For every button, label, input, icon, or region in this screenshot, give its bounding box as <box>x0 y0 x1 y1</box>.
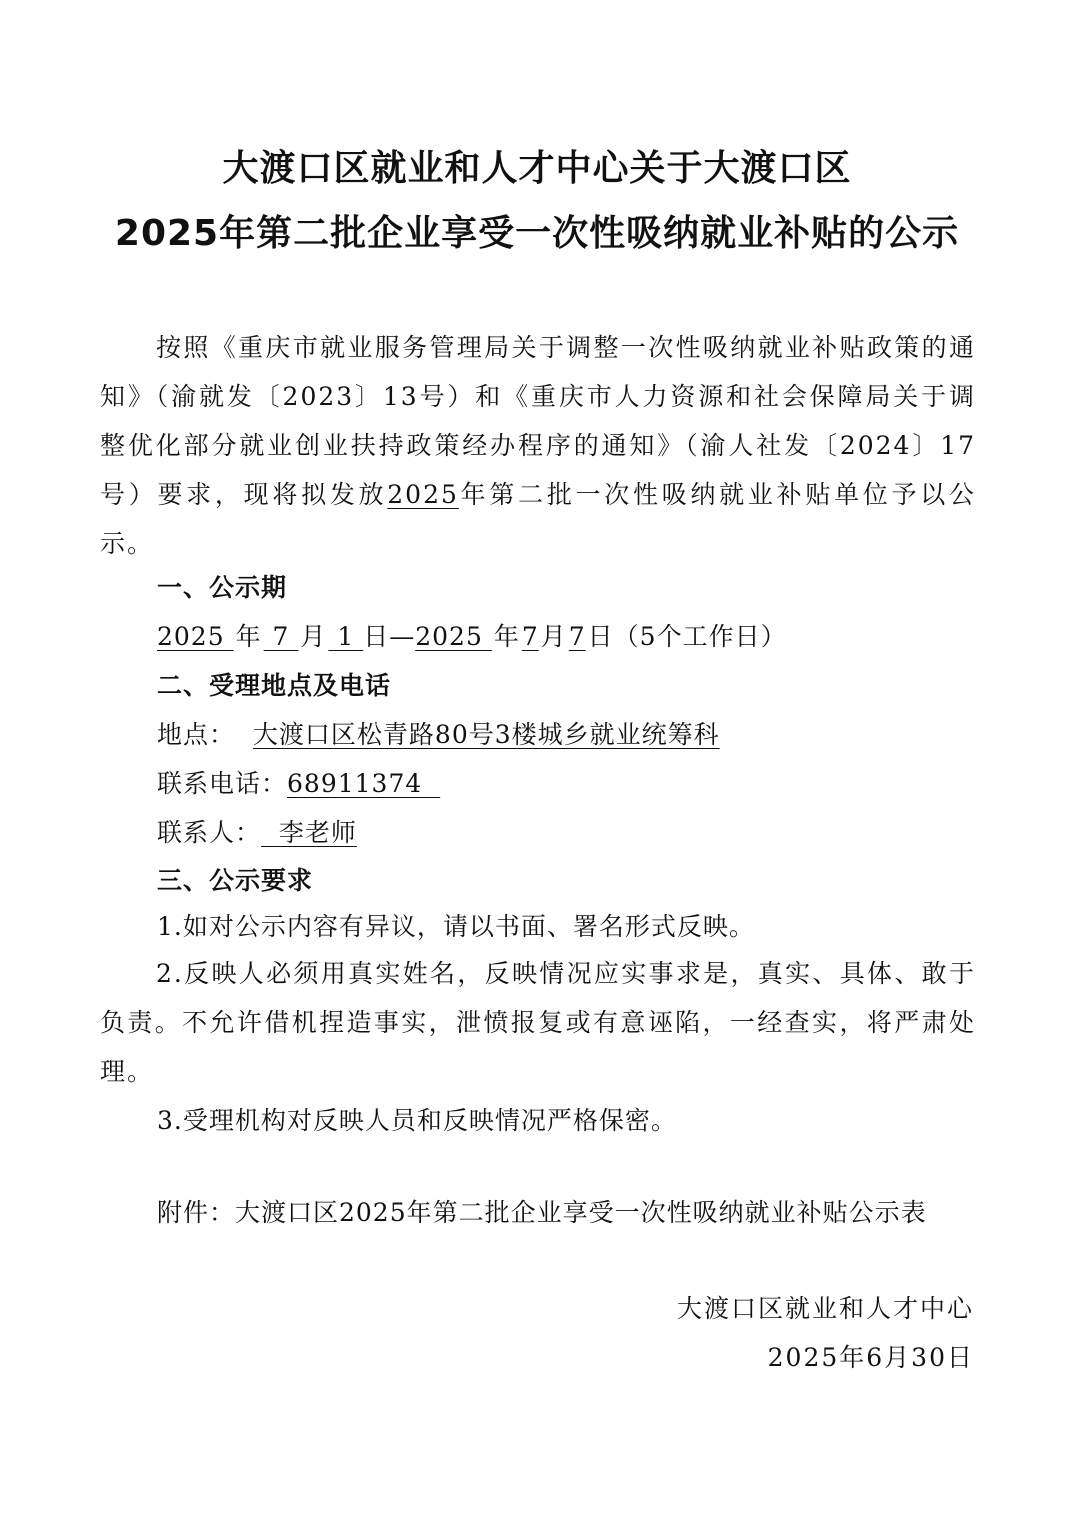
phone-value: 68911374 <box>287 769 423 798</box>
section3-heading: 三、公示要求 <box>157 866 314 895</box>
notice-period: 2025 年 7 月 1 日—2025 年7月7日（5个工作日） <box>157 622 787 651</box>
intro-text-1: 按照《重庆市就业服务管理局关于调整一次性吸纳就业补贴政策的通知》（渝就发〔2023〕13号）和《重庆市人力资源和社会保障局关于调整优化部分就业创业扶持政策经办程序的通知》（渝人社发〔2024〕17号）要求，现将拟发放 <box>100 333 976 509</box>
address-line <box>157 710 720 759</box>
intro-paragraph <box>100 323 976 568</box>
end-month: 7 <box>521 622 539 651</box>
intro-year: 2025 <box>387 480 459 509</box>
contact-value: 李老师 <box>278 818 357 847</box>
requirement-1: 1.如对公示内容有异议，请以书面、署名形式反映。 <box>157 912 755 941</box>
contact-line <box>157 808 357 857</box>
contact-label: 联系人： <box>157 818 262 847</box>
signature-org: 大渡口区就业和人才中心 <box>676 1294 974 1323</box>
intro-text-2: 年第二批一次性吸纳就业补贴单位予以公示。 <box>100 480 976 558</box>
start-month: 7 <box>272 622 290 651</box>
title-line-2: 2025年第二批企业享受一次性吸纳就业补贴的公示 <box>114 213 960 254</box>
attachment-note: 附件：大渡口区2025年第二批企业享受一次性吸纳就业补贴公示表 <box>157 1198 927 1227</box>
start-day: 1 <box>337 622 355 651</box>
start-year: 2025 <box>157 622 225 651</box>
phone-label: 联系电话： <box>157 769 288 798</box>
title-line-1: 大渡口区就业和人才中心关于大渡口区 <box>222 148 852 189</box>
section2-heading: 二、受理地点及电话 <box>157 671 392 700</box>
address-label: 地点： <box>157 720 236 749</box>
phone-line <box>157 759 440 808</box>
section1-heading: 一、公示期 <box>157 573 288 602</box>
end-day: 7 <box>568 622 586 651</box>
address-value: 大渡口区松青路80号3楼城乡就业统筹科 <box>252 720 720 749</box>
signature-date: 2025年6月30日 <box>767 1343 974 1372</box>
requirement-2: 2.反映人必须用真实姓名，反映情况应实事求是，真实、具体、敢于负责。不允许借机捏造事实，泄愤报复或有意诬陷，一经查实，将严肃处理。 <box>100 959 976 1086</box>
end-year: 2025 <box>415 622 483 651</box>
requirement-3: 3.受理机构对反映人员和反映情况严格保密。 <box>157 1106 677 1135</box>
